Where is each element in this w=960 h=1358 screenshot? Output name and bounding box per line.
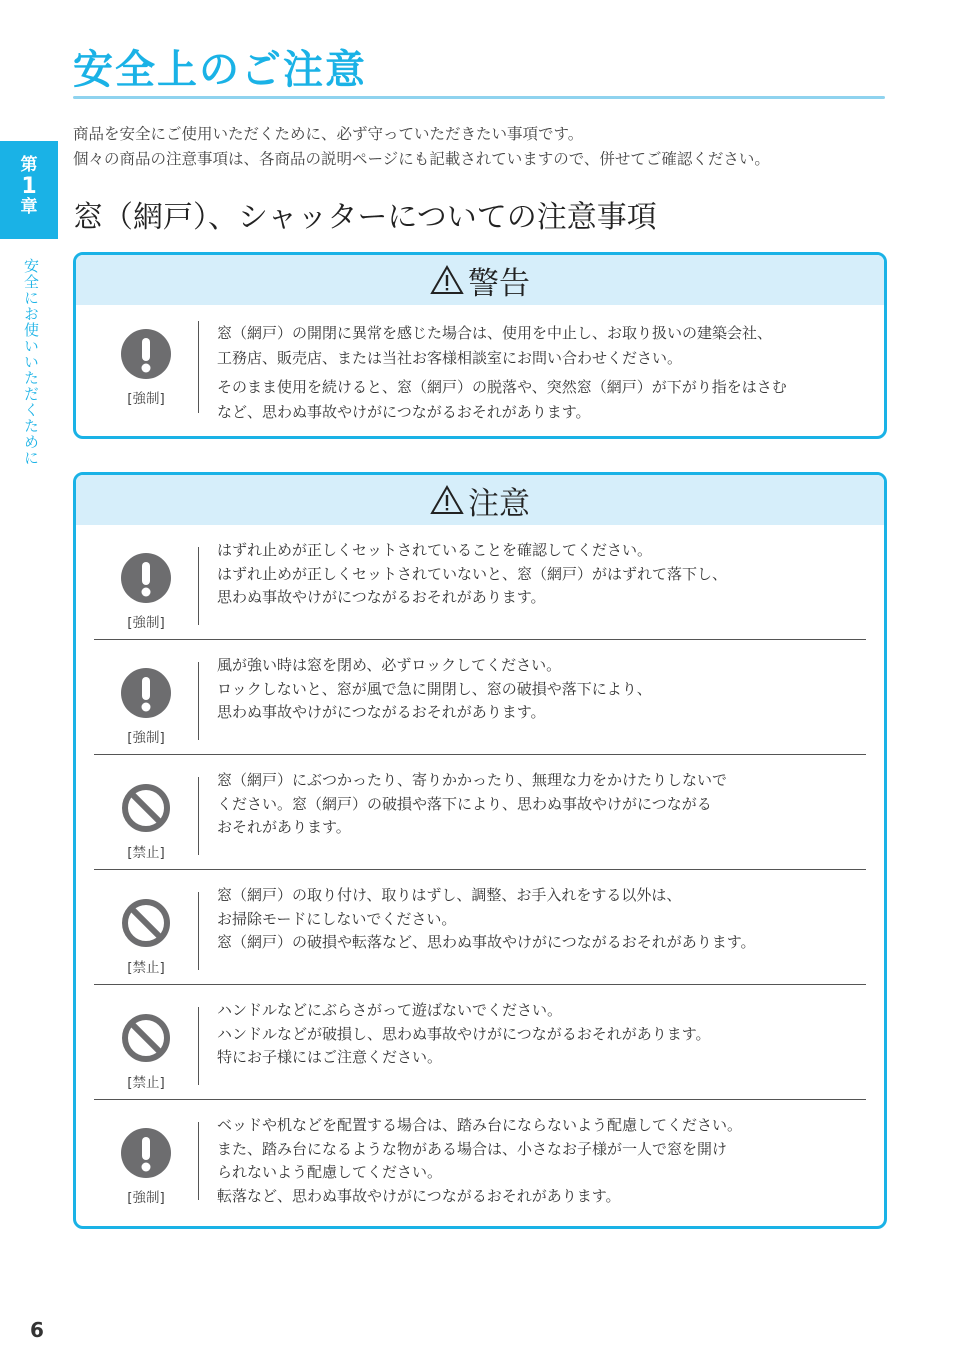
text-line: 窓（網戸）の破損や転落など、思わぬ事故やけがにつながるおそれがあります。 (217, 933, 756, 951)
text-line: ロックしないと、窓が風で急に開閉し、窓の破損や落下により、 (217, 679, 652, 698)
caution-list (76, 525, 884, 1225)
divider (198, 777, 199, 855)
caution-header (76, 475, 884, 525)
text-line: 特にお子様にはご注意ください。 (217, 1048, 443, 1066)
text-line: など、思わぬ事故やけがにつながるおそれがあります。 (217, 403, 591, 421)
divider (198, 321, 199, 413)
caution-item (76, 755, 884, 869)
text-line: 思わぬ事故やけがにつながるおそれがあります。 (217, 588, 546, 606)
warning-item (76, 305, 884, 425)
chapter-number: 1 (21, 174, 37, 199)
divider (198, 1122, 199, 1200)
text-line: ハンドルなどが破損し、思わぬ事故やけがにつながるおそれがあります。 (217, 1024, 711, 1043)
caution-item (76, 640, 884, 754)
caution-text (217, 654, 652, 725)
divider (198, 892, 199, 970)
caution-text (217, 769, 727, 840)
text-line: そのまま使用を続けると、窓（網戸）の脱落や、突然窓（網戸）が下がり指をはさむ (217, 378, 787, 396)
icon-label: [禁止] (127, 1075, 165, 1091)
mandatory-icon (121, 329, 171, 379)
text-line: 思わぬ事故やけがにつながるおそれがあります。 (217, 703, 546, 721)
divider (198, 547, 199, 625)
divider (198, 1007, 199, 1085)
text-line: 風が強い時は窓を閉め、必ずロックしてください。 (217, 656, 562, 674)
caution-text (217, 1114, 742, 1208)
caution-heading: 注意 (468, 485, 530, 522)
text-line: また、踏み台になるような物がある場合は、小さなお子様が一人で窓を開け (217, 1139, 728, 1158)
text-line: ベッドや机などを配置する場合は、踏み台にならないよう配慮してください。 (217, 1116, 743, 1134)
text-line: おそれがあります。 (217, 818, 351, 836)
warning-triangle-icon (430, 485, 464, 515)
icon-label: [禁止] (127, 960, 165, 976)
prohibited-icon (121, 783, 171, 833)
caution-box (73, 472, 887, 1229)
divider (198, 662, 199, 740)
warning-text (217, 321, 787, 425)
text-line: ハンドルなどにぶらさがって遊ばないでください。 (217, 1001, 563, 1019)
text-line: はずれ止めが正しくセットされていないと、窓（網戸）がはずれて落下し、 (217, 564, 728, 583)
caution-item (76, 525, 884, 639)
icon-label: [禁止] (127, 845, 165, 861)
text-line: 窓（網戸）の開閉に異常を感じた場合は、使用を中止し、お取り扱いの建築会社、 (217, 324, 773, 342)
text-line: ください。窓（網戸）の破損や落下により、思わぬ事故やけがにつながる (217, 794, 712, 813)
mandatory-icon (121, 668, 171, 718)
chapter-tab-top: 第 (20, 155, 38, 175)
text-line: お掃除モードにしないでください。 (217, 909, 457, 928)
side-chapter-label: 安全にお使いいただくために (22, 258, 40, 466)
intro-line: 個々の商品の注意事項は、各商品の説明ページにも記載されていますので、併せてご確認ください。 (73, 150, 770, 168)
text-line: 窓（網戸）の取り付け、取りはずし、調整、お手入れをする以外は、 (217, 886, 682, 904)
mandatory-label: [強制] (127, 391, 165, 407)
warning-heading: 警告 (468, 265, 530, 302)
page-title: 安全上のご注意 (73, 47, 367, 93)
chapter-tab-bottom: 章 (20, 197, 38, 217)
intro-text (73, 122, 770, 172)
text-line: 工務店、販売店、または当社お客様相談室にお問い合わせください。 (217, 349, 683, 367)
caution-text (217, 884, 756, 955)
icon-label: [強制] (127, 615, 165, 631)
caution-text (217, 539, 727, 610)
caution-text (217, 999, 711, 1070)
caution-item (76, 985, 884, 1099)
text-line: られないよう配慮してください。 (217, 1163, 443, 1181)
warning-box (73, 252, 887, 439)
caution-item (76, 1100, 884, 1225)
prohibited-icon (121, 898, 171, 948)
mandatory-icon (121, 553, 171, 603)
section-title: 窓（網戸）、シャッターについての注意事項 (73, 200, 657, 235)
title-underline (73, 96, 885, 99)
warning-triangle-icon (430, 265, 464, 295)
caution-item (76, 870, 884, 984)
prohibited-icon (121, 1013, 171, 1063)
page-number: 6 (30, 1318, 44, 1342)
text-line: 転落など、思わぬ事故やけがにつながるおそれがあります。 (217, 1186, 621, 1205)
chapter-tab (0, 141, 58, 239)
icon-label: [強制] (127, 730, 165, 746)
mandatory-icon (121, 1128, 171, 1178)
text-line: はずれ止めが正しくセットされていることを確認してください。 (217, 541, 653, 559)
warning-header (76, 255, 884, 305)
text-line: 窓（網戸）にぶつかったり、寄りかかったり、無理な力をかけたりしないで (217, 771, 728, 789)
icon-label: [強制] (127, 1190, 165, 1206)
intro-line: 商品を安全にご使用いただくために、必ず守っていただきたい事項です。 (73, 125, 584, 143)
